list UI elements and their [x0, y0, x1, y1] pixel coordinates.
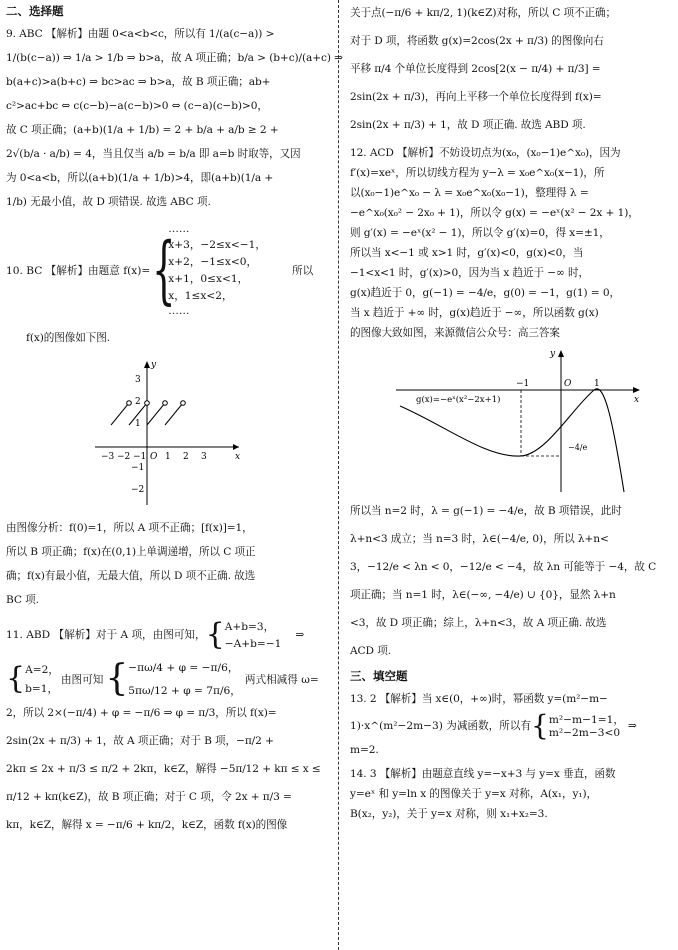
q10-cases [168, 223, 266, 317]
min-label: −4/e [568, 443, 588, 452]
q11-line: 2sin(2x + π/3) + 1，故 A 项正确；对于 B 项，−π/2 + [6, 735, 274, 747]
q10-line: 所以 B 项正确；f(x)在(0,1)上单调递增，所以 C 项正 [6, 546, 256, 558]
right-column [350, 0, 672, 950]
section-title-multiple-choice: 二、选择题 [6, 4, 64, 18]
q11-system-1 [225, 617, 282, 652]
q11-mid: 由图可知 [60, 673, 104, 686]
q12-line: 以(x₀−1)e^x₀ − λ = x₀e^x₀(x₀−1)，整理得 λ = [350, 187, 589, 199]
x-axis-label: x [235, 452, 241, 462]
q13-eq: m²−m−1=1， [548, 714, 624, 726]
q13-solution [350, 692, 672, 757]
q9-line: c²>ac+bc ⇔ c(c−b)−a(c−b)>0 ⇔ (c−a)(c−b)>0， [6, 100, 268, 112]
q13-line: 1)·x^(m²−2m−3) 为减函数，所以有 [350, 720, 532, 732]
x-tick: 1 [165, 452, 171, 462]
q12-line: g(x)趋近于 0，g(−1) = −4/e，g(0) = −1，g(1) = 0， [350, 287, 620, 299]
column-divider [338, 0, 339, 950]
q12-solution [350, 146, 672, 340]
q11-line: 关于点(−π/6 + kπ/2, 1)(k∈Z)对称，所以 C 项不正确； [350, 7, 616, 19]
q11-solution [6, 706, 328, 832]
q12-line: 项正确；当 n=1 时，λ∈(−∞, −4/e) ∪ {0}，显然 λ+n [350, 589, 616, 601]
q10-piecewise [6, 223, 328, 317]
q12-line: 12. ACD 【解析】不妨设切点为(x₀，(x₀−1)e^x₀)，因为 [350, 147, 621, 159]
segment [111, 403, 129, 425]
q9-line: 2√(b/a · a/b) = 4，当且仅当 a/b = b/a 即 a=b 时取等，又因 [6, 148, 301, 160]
origin-label: O [564, 379, 572, 389]
x-axis-label: x [634, 395, 640, 405]
y-axis-label: y [550, 349, 556, 359]
q10-case: x+3，−2≤x<−1， [168, 239, 266, 251]
q11-system-3 [128, 658, 241, 700]
q11-eq: A+b=3， [224, 621, 275, 633]
y-axis-label: y [151, 360, 157, 370]
q10-case: x，1≤x<2， [168, 290, 233, 302]
q12-line: −e^x₀(x₀² − 2x₀ + 1)，所以令 g(x) = −eˣ(x² − 2x + 1)， [350, 207, 639, 219]
y-tick: −2 [131, 485, 145, 495]
q11-eq: b=1， [25, 683, 59, 695]
q13-system [549, 712, 624, 739]
brace-glyph: { [531, 708, 549, 742]
q14-line: B(x₂，y₂)，关于 y=x 对称，则 x₁+x₂=3. [350, 808, 548, 820]
q9-line: b(a+c)>a(b+c) ⇒ bc>ac ⇒ b>a，故 B 项正确；ab+ [6, 76, 271, 88]
q11-line: 平移 π/4 个单位长度得到 2cos[2(x − π/4) + π/3] = [350, 63, 601, 75]
y-axis-arrow [144, 361, 150, 368]
section-title-fill-in: 三、填空题 [350, 669, 408, 683]
q14-solution [350, 767, 672, 821]
q9-line: 9. ABC 【解析】由题 0<a<b<c，所以有 1/(a(c−a)) > [6, 28, 275, 40]
q13-system-row [350, 708, 672, 742]
q10-case: …… [168, 223, 190, 235]
q11-line: 2sin(2x + π/3) + 1，故 D 项正确. 故选 ABD 项. [350, 119, 586, 131]
open-endpoint [127, 401, 132, 406]
q10-analysis [6, 521, 328, 607]
q11-line: 2，所以 2×(−π/4) + φ = −π/6 ⇒ φ = π/3，所以 f(x)= [6, 707, 277, 719]
q9-solution [6, 27, 343, 209]
tick-neg1: −1 [516, 379, 530, 389]
q9-line: 为 0<a<b，所以(a+b)(1/a + 1/b)>4，即(a+b)(1/a + [6, 172, 274, 184]
q11-eq: −πω/4 + φ = −π/6， [128, 662, 239, 674]
q14-line: 14. 3 【解析】由题意直线 y=−x+3 与 y=x 垂直，函数 [350, 768, 616, 780]
q9-line: 1/(b(c−a)) ⇒ 1/a > 1/b ⇒ b>a，故 A 项正确；b/a > (b+c)/(a+c) ⇒ [6, 52, 343, 64]
step-segments [111, 401, 185, 425]
q12-line: 的图像大致如图，来源微信公众号：高三答案 [350, 327, 560, 339]
x-axis-arrow [633, 387, 640, 393]
q11-system-2 [25, 660, 59, 698]
q12-line: 当 x 趋近于 +∞ 时，g(x)趋近于 −∞，所以函数 g(x) [350, 307, 599, 319]
q12-analysis [350, 504, 672, 658]
x-tick: −1 [133, 452, 147, 462]
open-endpoint [145, 401, 150, 406]
q10-case: x+2，−1≤x<0， [168, 256, 258, 268]
q10-tail: 所以 [291, 264, 314, 277]
q14-line: y=eˣ 和 y=ln x 的图像关于 y=x 对称，A(x₁，y₁)， [350, 788, 598, 800]
q13-eq: m²−2m−3<0 [548, 727, 621, 739]
x-tick: −2 [117, 452, 131, 462]
q12-line: 则 g′(x) = −eˣ(x² − 1)，所以令 g′(x)=0，得 x=±1， [350, 227, 610, 239]
q12-line: 3，−12/e < λn < 0，−12/e < −4，故 λn 可能等于 −4，故 C [350, 561, 657, 573]
q12-line: λ+n<3 成立；当 n=3 时，λ∈(−4/e, 0)，所以 λ+n< [350, 533, 609, 545]
q11-system-row [6, 658, 328, 700]
x-tick: −3 [101, 452, 115, 462]
x-tick: 3 [201, 452, 207, 462]
segment [147, 403, 165, 425]
brace-glyph: { [152, 227, 176, 313]
q9-line: 故 C 项正确；(a+b)(1/a + 1/b) = 2 + b/a + a/b ≥ 2 + [6, 124, 279, 136]
y-tick: 2 [135, 397, 141, 407]
brace-glyph: { [105, 658, 129, 699]
q10-line: BC 项. [6, 594, 39, 606]
x-tick: 2 [183, 452, 189, 462]
q13-end: m=2. [350, 744, 379, 756]
q13-line: 13. 2 【解析】当 x∈(0，+∞)时，幂函数 y=(m²−m− [350, 693, 608, 705]
left-column [6, 0, 343, 950]
q11-eq: A=2， [25, 664, 59, 676]
q11-head: 11. ABD 【解析】对于 A 项，由图可知， [6, 629, 206, 641]
open-endpoint [181, 401, 186, 406]
tick-1: 1 [594, 379, 600, 389]
origin-label: O [150, 452, 158, 462]
y-tick: 1 [135, 419, 141, 429]
x-axis-arrow [233, 444, 239, 450]
q11-continued [350, 6, 672, 132]
y-tick: −1 [131, 463, 145, 473]
q12-line: ACD 项. [350, 645, 391, 657]
q12-line: 所以当 x<−1 或 x>1 时，g′(x)<0，g(x)<0，当 [350, 247, 584, 259]
q11-line: π/12 + kπ(k∈Z)，故 B 项正确；对于 C 项，令 2x + π/3 = [6, 791, 292, 803]
open-endpoint [163, 401, 168, 406]
q11-arrow: ⇒ [295, 628, 305, 641]
brace-glyph: { [6, 661, 26, 696]
q12-line: −1<x<1 时，g′(x)>0，因为当 x 趋近于 −∞ 时， [350, 267, 589, 279]
q12-line: f′(x)=xeˣ，所以切线方程为 y−λ = x₀e^x₀(x−1)，所 [350, 167, 605, 179]
q11-eq: −A+b=−1 [224, 638, 282, 650]
q11-line: 2kπ ≤ 2x + π/3 ≤ π/2 + 2kπ，k∈Z，解得 −5π/12 + kπ ≤ x ≤ [6, 763, 321, 775]
q12-line: <3，故 D 项正确；综上，λ+n<3，故 A 项正确. 故选 [350, 617, 607, 629]
q11-eq: 5πω/12 + φ = 7π/6， [128, 685, 241, 697]
segment [165, 403, 183, 425]
brace-glyph: { [205, 616, 225, 652]
q12-line: 所以当 n=2 时，λ = g(−1) = −4/e，故 B 项错误，此时 [350, 505, 622, 517]
q10-case: …… [168, 305, 190, 317]
q9-line: 1/b) 无最小值，故 D 项错误. 故选 ABC 项. [6, 196, 211, 208]
q12-function-graph [376, 346, 646, 496]
q13-arrow: ⇒ [627, 719, 637, 732]
y-axis-arrow [558, 350, 564, 357]
q11-sys3-tail: 两式相减得 ω= [244, 673, 319, 686]
q10-step-graph [87, 355, 247, 515]
q10-fig-caption: f(x)的图像如下图. [26, 332, 110, 344]
q10-line: 确；f(x)有最小值，无最大值，所以 D 项不正确. 故选 [6, 570, 256, 582]
q11-head-row [6, 617, 328, 652]
q11-line: 2sin(2x + π/3)，再向上平移一个单位长度得到 f(x)= [350, 91, 602, 103]
y-tick: 3 [135, 375, 141, 385]
q10-line: 由图像分析：f(0)=1，所以 A 项不正确；[f(x)]=1， [6, 522, 253, 534]
q10-case: x+1，0≤x<1， [168, 273, 249, 285]
q11-line: 对于 D 项，将函数 g(x)=2cos(2x + π/3) 的图像向右 [350, 35, 604, 47]
q10-head: 10. BC 【解析】由题意 f(x)= [6, 264, 151, 277]
curve-label: g(x)=−eˣ(x²−2x+1) [416, 395, 501, 405]
q11-line: kπ，k∈Z，解得 x = −π/6 + kπ/2，k∈Z，函数 f(x)的图像 [6, 819, 288, 831]
